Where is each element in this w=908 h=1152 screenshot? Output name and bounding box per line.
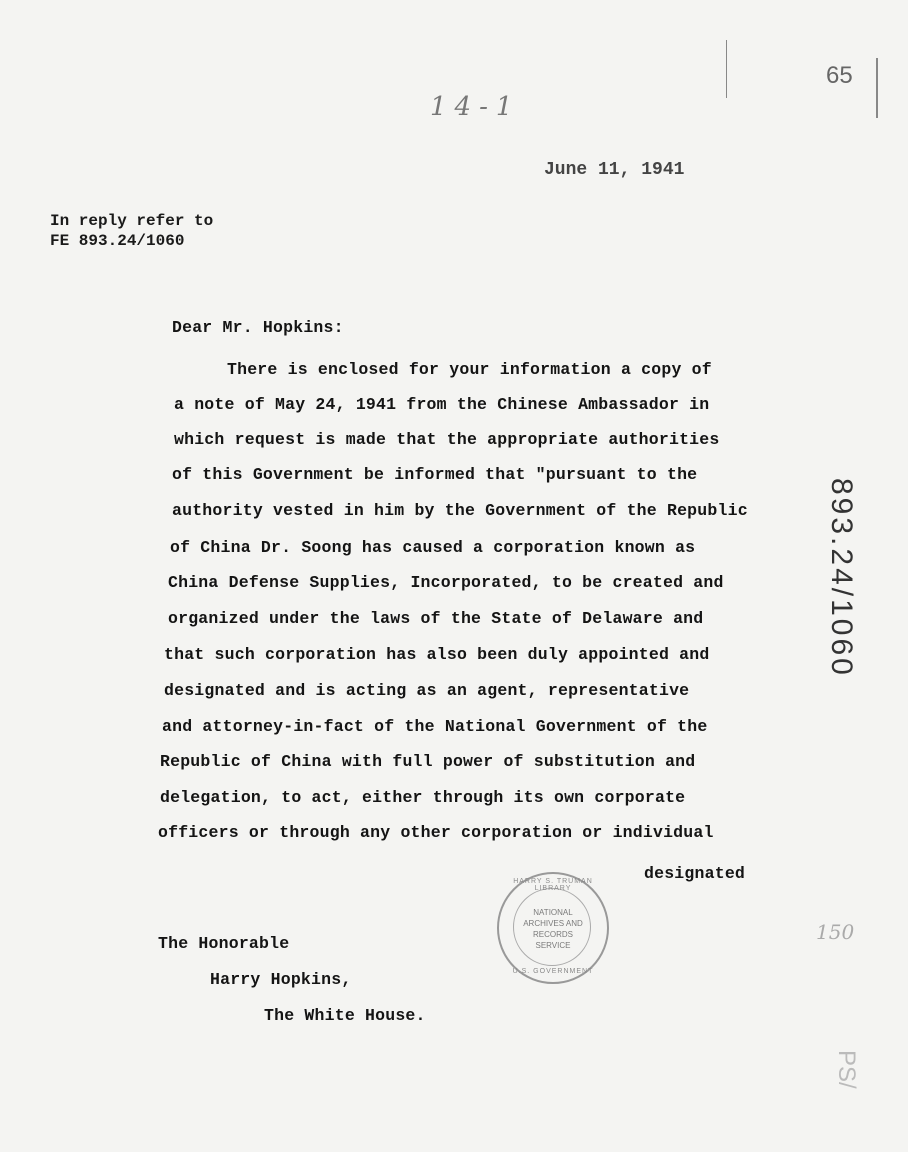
margin-scrawl: 150 [816,920,855,944]
addressee-line-2: Harry Hopkins, [210,970,352,989]
pencil-note: 14-1 [430,92,521,122]
addressee-line-1: The Honorable [158,934,290,953]
right-edge-line [876,58,878,118]
archives-stamp [497,872,609,984]
stamp-bottom-text: U.S. GOVERNMENT [512,968,594,975]
addressee-line-3: The White House. [264,1006,426,1025]
body-line: and attorney-in-fact of the National Government of the [162,717,708,736]
reference-line-1: In reply refer to [50,212,214,230]
reference-line-2: FE 893.24/1060 [50,232,185,250]
body-line: Republic of China with full power of substitution and [160,752,696,771]
folio-number: 65 [826,62,853,89]
body-line: There is enclosed for your information a copy of [227,360,712,379]
body-line: delegation, to act, either through its own corporate [160,788,686,807]
body-line: which request is made that the appropriate authorities [174,430,720,449]
file-number-stamp: 893.24/1060 [825,478,858,678]
body-line: that such corporation has also been duly appointed and [164,645,710,664]
stamp-center-line-2: ARCHIVES AND [523,919,583,928]
body-line: of this Government be informed that "pursuant to the [172,465,698,484]
body-line: China Defense Supplies, Incorporated, to be created and [168,573,724,592]
stamp-center-line-3: RECORDS [532,930,573,939]
top-mark-line [726,40,727,98]
body-line: organized under the laws of the State of Delaware and [168,609,704,628]
bottom-margin-marks: PS/ [833,1050,860,1089]
stamp-ring-text: HARRY S. TRUMAN LIBRARY [513,878,593,892]
body-line: officers or through any other corporation or individual [158,823,714,842]
salutation: Dear Mr. Hopkins: [172,318,344,337]
body-line: of China Dr. Soong has caused a corporation known as [170,538,696,557]
body-line: designated and is acting as an agent, representative [164,681,690,700]
body-line: authority vested in him by the Government of the Republic [172,501,748,520]
body-line: a note of May 24, 1941 from the Chinese Ambassador in [174,395,710,414]
stamp-center-line-1: NATIONAL [533,908,573,917]
letter-date: June 11, 1941 [544,160,685,180]
continuation-word: designated [644,864,746,883]
stamp-center-line-4: SERVICE [535,941,571,950]
